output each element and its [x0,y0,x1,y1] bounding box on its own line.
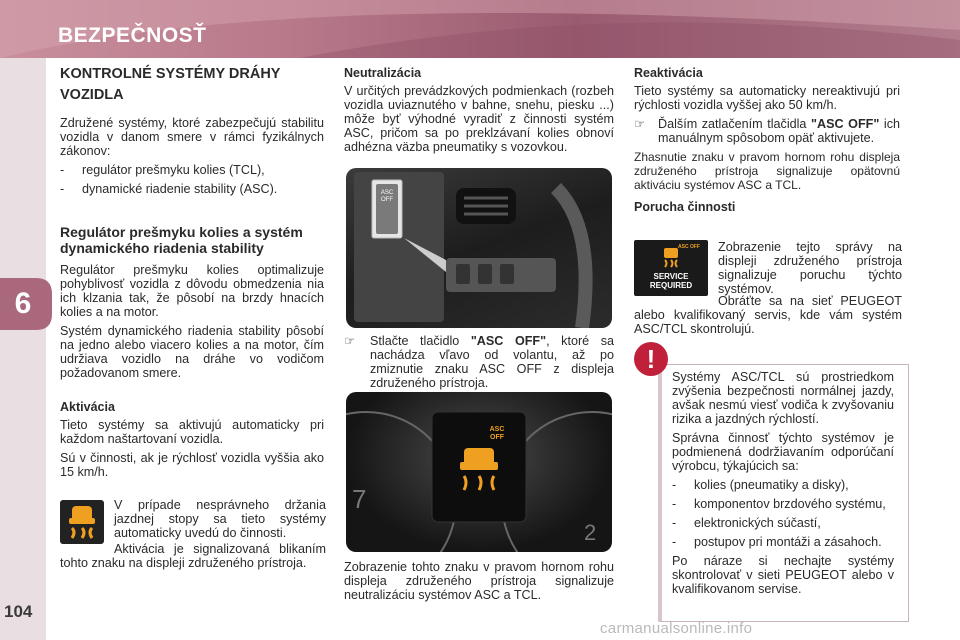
column-2 [344,66,614,159]
skid-icon-text [114,498,326,545]
press-text-pre: Stlačte tlačidlo [370,334,460,348]
exclamation-icon: ! [634,342,668,376]
section-title [60,66,324,104]
page-title: BEZPEČNOSŤ [58,24,207,47]
section-title-line1: KONTROLNÉ SYSTÉMY DRÁHY [60,66,281,82]
activation-text: Tieto systémy sa aktivujú automaticky pri každom naštartovaní vozidla. [60,418,324,446]
fault-icon-text-1: Zobrazenie tejto správy na displeji združeného prístroja signalizuje poruchu týchto systémov. [718,240,902,296]
display-explanation [344,560,614,607]
chapter-number: 6 [14,287,32,320]
list-item: - elektronických súčastí, [672,516,821,530]
subsection-heading: Regulátor prešmyku kolies a systém dynamického riadenia stability [60,224,303,256]
neutralization-text: V určitých prevádzkových podmienkach (rozbeh vozidla uviaznutého v bahne, snehu, piesku ...) môže byť výhodné vyradiť z činnosti systém ASC, pričom sa po preklzávaní kolies obnoví adhézna väzba pneumatiky s vozovkou. [344,84,614,154]
list-item: - dynamické riadenie stability (ASC). [60,182,278,196]
skid-icon-text-2: Aktivácia je signalizovaná blikaním tohto znaku na displeji združeného prístroja. [60,542,326,570]
column-3 [634,66,900,218]
hand-pointer-icon: ☞ [344,334,356,348]
reactivate-text-bold: "ASC OFF" [811,117,880,131]
chapter-sidebar [0,58,46,640]
asc-description: Systém dynamického riadenia stability pôsobí na jedno alebo viacero kolies a na motor, čím udržiava vozidlo na dráhe vo vodičom požadovanom smere. [60,324,324,380]
warning-text-1: Systémy ASC/TCL sú prostriedkom zvýšenia bezpečnosti normálnej jazdy, avšak nesmú viesť vodiča k zvyšovaniu rizika a jazdných rýchlostí. [672,370,894,426]
asc-off-display-label: ASC OFF [489,426,505,441]
instrument-display-photo [346,392,612,552]
skid-icon-text-1: V prípade nesprávneho držania jazdnej stopy sa tieto systémy automaticky uvedú do činnosti. [114,498,326,540]
press-text-bold: "ASC OFF" [470,334,547,348]
warning-text-2: Správna činnosť týchto systémov je podmienená dodržiavaním odporúčaní výrobcu, týkajúcich sa: [672,431,894,473]
list-item: - kolies (pneumatiky a disky), [672,478,849,492]
press-text-post: , ktoré sa nachádza vľavo od volantu, až po zmiznutie znaku ASC OFF z displeja združeného prístroja. [370,334,615,390]
watermark: carmanualsonline.info [600,620,753,637]
service-icon-asc-label: ASC OFF [678,244,700,250]
reactivate-text-post: ich manuálnym spôsobom opäť aktivujete. [658,117,900,145]
display-explanation-text: Zobrazenie tohto znaku v pravom hornom rohu displeja združeného prístroja signalizuje neutralizáciu systémov ASC a TCL. [344,560,614,602]
page-header [0,0,960,58]
asc-off-button-label: ASC OFF [380,190,394,203]
activation-speed-text: Sú v činnosti, ak je rýchlosť vozidla vyššia ako 15 km/h. [60,451,324,479]
skid-icon-text-block [60,542,326,575]
list-item: - postupov pri montáži a zásahoch. [672,535,882,549]
hand-pointer-icon: ☞ [634,117,646,131]
column-1 [60,66,324,484]
reactivate-text-pre: Ďalším zatlačením tlačidla [658,117,807,131]
tcl-description: Regulátor prešmyku kolies optimalizuje pohyblivosť vozidla z dôvodu obmedzenia nia ich klzania tak, že pôsobí na brzdy hnacích kolies a na motor. [60,263,324,319]
activation-heading: Aktivácia [60,400,115,414]
fault-icon-text [718,240,902,301]
fault-icon-text-block [634,294,902,341]
intro-text: Združené systémy, ktoré zabezpečujú stabilitu vozidla v danom smere v rámci fyzikálnych zákonov: [60,116,324,158]
skid-warning-icon [60,500,104,544]
fault-heading: Porucha činnosti [634,200,736,214]
list-item: - komponentov brzdového systému, [672,497,886,511]
page-number: 104 [4,602,33,621]
service-icon-text: SERVICE REQUIRED [649,272,693,290]
reactivation-text: Tieto systémy sa automaticky nereaktivujú pri rýchlosti vozidla vyššej ako 50 km/h. [634,84,900,112]
neutralization-heading: Neutralizácia [344,66,422,80]
list-item: - regulátor prešmyku kolies (TCL), [60,163,265,177]
reactivation-display-text: Zhasnutie znaku v pravom hornom rohu displeja združeného prístroja signalizuje opätovnú aktiváciu systémov ASC a TCL. [634,150,900,192]
press-instruction [344,334,614,395]
section-title-line2: VOZIDLA [60,87,124,103]
warning-content [672,370,894,601]
warning-text-3: Po náraze si nechajte systémy skontrolovať v sieti PEUGEOT alebo v kvalifikovanom servise. [672,554,894,596]
service-required-icon [634,240,708,296]
svg-text:7: 7 [352,484,367,514]
svg-text:2: 2 [584,520,597,545]
asc-button-photo [346,168,612,328]
fault-icon-text-2: Obráťte sa na sieť PEUGEOT alebo kvalifikovaný servis, kde vám systém ASC/TCL skontrolujú. [634,294,902,336]
reactivation-heading: Reaktivácia [634,66,703,80]
